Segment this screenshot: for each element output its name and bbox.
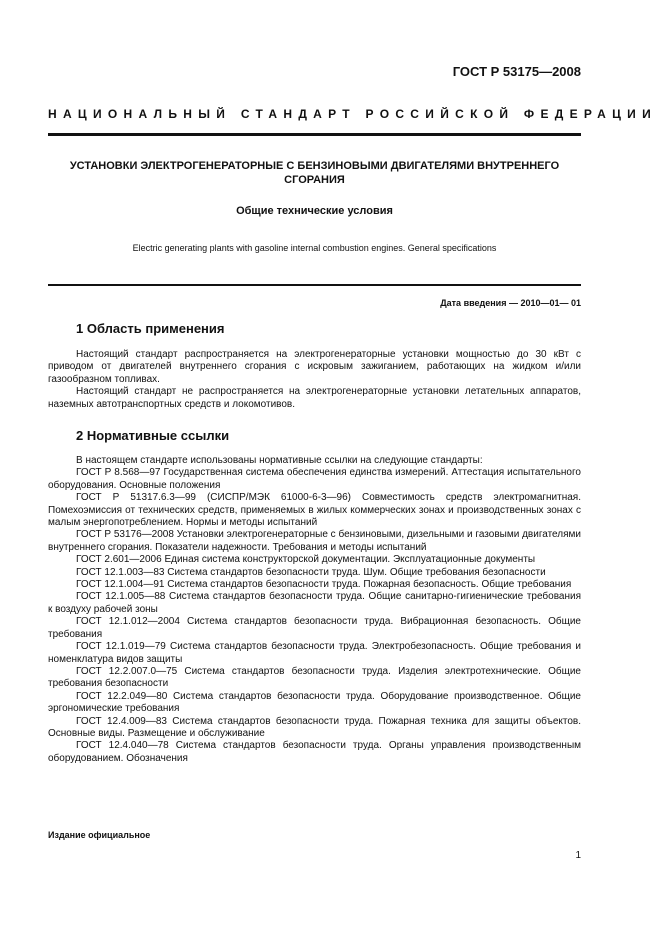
section-2-body	[48, 455, 581, 765]
reference-item: ГОСТ 12.1.005—88 Система стандартов безопасности труда. Общие санитарно-гигиенические требования к воздуху рабочей зоны	[48, 591, 581, 615]
official-edition-note: Издание официальное	[48, 830, 151, 840]
reference-item: ГОСТ 12.1.003—83 Система стандартов безопасности труда. Шум. Общие требования безопасности	[76, 566, 546, 578]
reference-item: ГОСТ Р 51317.6.3—99 (СИСПР/МЭК 61000-6-3—96) Совместимость средств электромагнитная. Помехоэмиссия от технических средств, применяемых в жилых коммерческих зонах и производственных зонах с малым энергопотреблением. Нормы и методы испытаний	[48, 492, 581, 529]
english-title: Electric generating plants with gasoline internal combustion engines. General specifications	[132, 243, 497, 253]
reference-item: ГОСТ 12.4.040—78 Система стандартов безопасности труда. Органы управления производственным оборудованием. Обозначения	[48, 740, 581, 764]
section-1-paragraph: Настоящий стандарт распространяется на электрогенераторные установки мощностью до 30 кВт с приводом от двигателей внутреннего сгорания с искровым зажиганием, работающих на жидком и/или газообразном топливах.	[48, 349, 581, 385]
national-standard-title: НАЦИОНАЛЬНЫЙ СТАНДАРТ РОССИЙСКОЙ ФЕДЕРАЦИИ	[48, 107, 658, 121]
reference-item: ГОСТ 12.4.009—83 Система стандартов безопасности труда. Пожарная техника для защиты объектов. Основные виды. Размещение и обслуживание	[48, 715, 581, 739]
reference-item: ГОСТ 12.1.004—91 Система стандартов безопасности труда. Пожарная безопасность. Общие требования	[76, 579, 572, 591]
reference-item: ГОСТ 12.2.007.0—75 Система стандартов безопасности труда. Изделия электротехнические. Общие требования безопасности	[48, 665, 581, 690]
section-2-heading: 2 Нормативные ссылки	[76, 428, 230, 443]
header-divider	[48, 133, 581, 136]
section-1-body	[48, 349, 581, 411]
reference-item: ГОСТ 12.1.012—2004 Система стандартов безопасности труда. Вибрационная безопасность. Общие требования	[48, 616, 581, 640]
document-subtitle: Общие технические условия	[236, 205, 393, 217]
references-intro: В настоящем стандарте использованы нормативные ссылки на следующие стандарты:	[76, 455, 483, 466]
reference-item: ГОСТ 12.2.049—80 Система стандартов безопасности труда. Оборудование производственное. Общие эргономические требования	[48, 690, 581, 715]
page-number: 1	[575, 850, 581, 861]
introduction-date: Дата введения — 2010—01— 01	[440, 298, 581, 308]
reference-item: ГОСТ Р 53176—2008 Установки электрогенераторные с бензиновыми, дизельными и газовыми двигателями внутреннего сгорания. Показатели надежности. Требования и методы испытаний	[48, 529, 581, 553]
section-1-heading: 1 Область применения	[76, 321, 225, 336]
document-title: УСТАНОВКИ ЭЛЕКТРОГЕНЕРАТОРНЫЕ С БЕНЗИНОВЫМИ ДВИГАТЕЛЯМИ ВНУТРЕННЕГО СГОРАНИЯ	[69, 160, 560, 186]
reference-item: ГОСТ 12.1.019—79 Система стандартов безопасности труда. Электробезопасность. Общие требования и номенклатура видов защиты	[48, 641, 581, 665]
title-divider	[48, 284, 581, 286]
reference-item: ГОСТ 2.601—2006 Единая система конструкторской документации. Эксплуатационные документы	[76, 554, 536, 566]
section-1-paragraph: Настоящий стандарт не распространяется на электрогенераторные установки летательных аппаратов, наземных автотранспортных средств и локомотивов.	[48, 386, 581, 410]
reference-item: ГОСТ Р 8.568—97 Государственная система обеспечения единства измерений. Аттестация испытательного оборудования. Основные положения	[48, 467, 581, 491]
standard-code: ГОСТ Р 53175—2008	[452, 64, 581, 79]
